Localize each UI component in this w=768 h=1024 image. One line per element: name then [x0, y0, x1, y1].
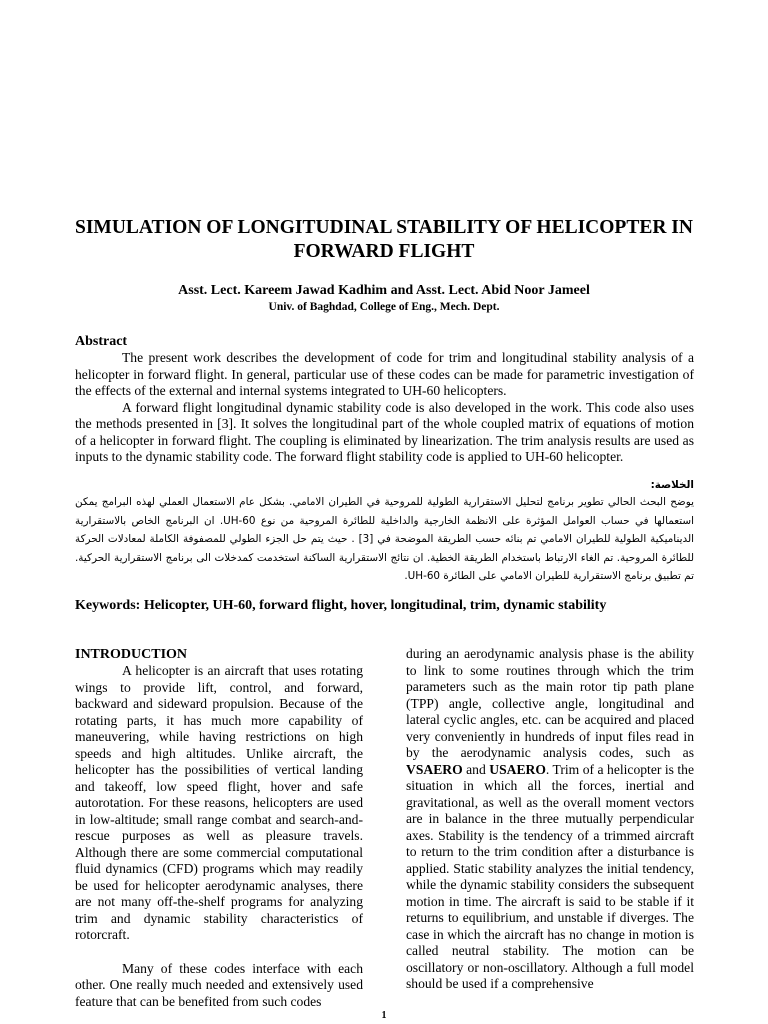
and-word: and	[466, 761, 486, 777]
author-list: Asst. Lect. Kareem Jawad Kadhim and Asst. Lect. Abid Noor Jameel	[178, 283, 590, 298]
vsaero-term: VSAERO	[406, 761, 463, 777]
paper-title: SIMULATION OF LONGITUDINAL STABILITY OF HELICOPTER IN FORWARD FLIGHT	[75, 217, 693, 262]
page-number: 1	[381, 1010, 387, 1021]
arabic-abstract-text: يوضح البحث الحالي تطوير برنامج لتحليل الاستقرارية الطولية للمروحية في الطيران الامامي. بشكل عام الاستعمال العملي لهذه البرامج يمكن استعمالها في حساب العوامل المؤثرة على الانظمة الخارجية والداخلية للطائرة المروحية من نوع UH-60. ان البرنامج الخاص بالاستقرارية الديناميكية الطولية للطيران الامامي تم بنائه حسب الطريقة الموضحة في [3] . حيث يتم حل الجزء الطولي للمصفوفة الكاملة لمعادلات الحركة للطائرة المروحية. تم الغاء الارتباط باستخدام الطريقة الخطية. ان نتائج الاستقرارية الساكنة استخدمت كمدخلات الى برنامج الاستقرارية الحركية. تم تطبيق برنامج الاستقرارية للطيران الامامي على الطائرة UH-60.	[75, 496, 694, 583]
right-column-text-1: during an aerodynamic analysis phase is the ability to link to some routines through which the trim parameters such as the main rotor tip path plane (TPP) angle, collective angle, longitudinal and lateral cyclic angles, etc. can be acquired and placed very conveniently in hundreds of input files read in by the aerodynamic analysis codes, such as	[406, 646, 694, 760]
abstract-paragraph-1: The present work describes the development of code for trim and longitudinal stability analysis of a helicopter in forward flight. In general, particular use of these codes can be made for parametric investigation of the effects of the external and internal systems integrated to UH-60 helicopters.	[75, 350, 694, 398]
right-column-text-2: . Trim of a helicopter is the situation in which all the forces, inertial and gravitational, as well as the overall moment vectors are in balance in the three mutually perpendicular axes. Stability is the tendency of a trimmed aircraft to return to the trim condition after a disturbance is applied. Static stability analyzes the initial tendency, while the dynamic stability considers the subsequent motion in time. The aircraft is said to be stable if it returns to equilibrium, and unstable if diverges. The case in which the aircraft has no change in motion is called neutral stability. The motion can be oscillatory or non-oscillatory. Although a full model should be used if a comprehensive	[406, 761, 694, 991]
usaero-term: USAERO	[489, 761, 546, 777]
right-column	[406, 646, 694, 993]
introduction-paragraph-continued	[406, 646, 694, 993]
left-column	[75, 646, 363, 1010]
arabic-abstract-heading: الخلاصة:	[650, 479, 694, 491]
abstract-heading: Abstract	[75, 334, 128, 349]
arabic-abstract-section	[75, 478, 694, 586]
abstract-section	[75, 333, 694, 466]
introduction-paragraph-2: Many of these codes interface with each other. One really much needed and extensively used feature that can be benefited from such codes	[75, 960, 363, 1009]
affiliation: Univ. of Baghdad, College of Eng., Mech. Dept.	[268, 301, 500, 313]
introduction-heading: INTRODUCTION	[75, 647, 188, 662]
keywords: Keywords: Helicopter, UH-60, forward flight, hover, longitudinal, trim, dynamic stability	[75, 598, 607, 613]
abstract-paragraph-2: A forward flight longitudinal dynamic stability code is also developed in the work. This code also uses the methods presented in [3]. It solves the longitudinal part of the whole coupled matrix of equations of motion of a helicopter in forward flight. The coupling is eliminated by linearization. The trim analysis results are used as inputs to the dynamic stability code. The forward flight stability code is applied to UH-60 helicopter.	[75, 399, 694, 464]
introduction-paragraph-1: A helicopter is an aircraft that uses rotating wings to provide lift, control, and forward, backward and sideward propulsion. Because of the rotating parts, it has much more capability of maneuvering, while having restrictions on high speeds and high altitudes. Unlike aircraft, the helicopter has the possibilities of vertical landing and takeoff, low speed flight, hover and safe autorotation. For these reasons, helicopters are used in low-altitude; small range combat and search-and-rescue purposes as well as pleasure travels. Although there are some commercial computational fluid dynamics (CFD) programs which may readily be used for helicopter aerodynamic analyses, there are not many off-the-shelf programs for analyzing trim and dynamic stability characteristics of rotorcraft.	[75, 663, 363, 942]
